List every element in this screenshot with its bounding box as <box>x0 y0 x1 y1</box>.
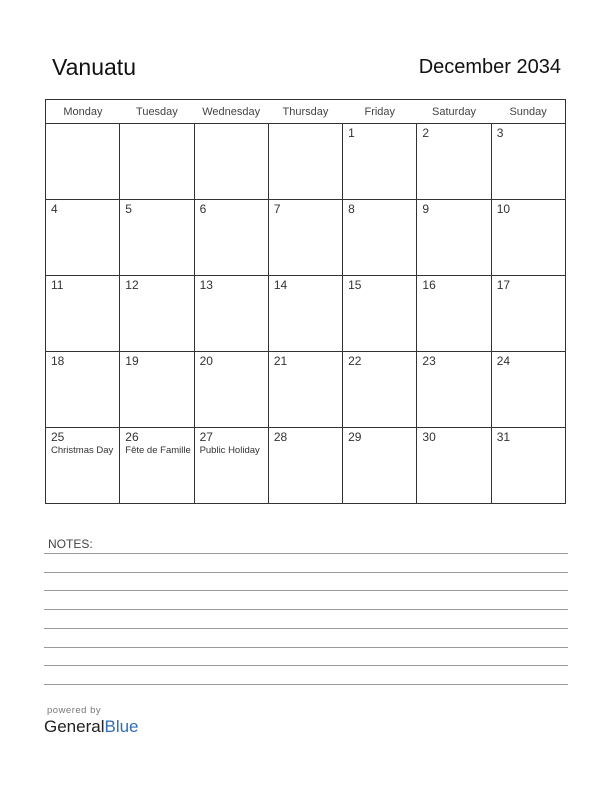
day-cell <box>343 124 417 200</box>
notes-line <box>44 572 568 573</box>
week-row <box>46 428 566 504</box>
notes-label: NOTES: <box>48 537 93 551</box>
day-cell <box>46 428 120 504</box>
day-cell <box>46 124 120 200</box>
weekday-header: Tuesday <box>120 100 194 124</box>
day-cell <box>343 276 417 352</box>
day-cell <box>268 124 342 200</box>
day-number: 7 <box>273 202 281 216</box>
day-number: 25 <box>51 430 65 444</box>
day-cell <box>417 200 491 276</box>
holiday-label: Christmas Day <box>51 445 114 456</box>
month-year-title: December 2034 <box>418 56 561 78</box>
weekday-header: Wednesday <box>194 100 268 124</box>
day-number: 16 <box>422 278 436 292</box>
day-number: 8 <box>348 202 355 216</box>
day-cell <box>491 428 565 504</box>
day-cell <box>268 200 342 276</box>
day-number: 4 <box>51 202 58 216</box>
day-number: 29 <box>348 430 362 444</box>
day-number: 18 <box>51 354 65 368</box>
weekday-header: Friday <box>343 100 417 124</box>
day-cell <box>120 428 194 504</box>
day-number: 11 <box>51 278 64 292</box>
day-number: 12 <box>125 278 139 292</box>
day-cell <box>343 352 417 428</box>
weekday-header: Thursday <box>268 100 342 124</box>
day-cell <box>491 276 565 352</box>
day-cell <box>194 276 268 352</box>
day-cell <box>194 124 268 200</box>
day-cell <box>194 352 268 428</box>
day-cell <box>120 124 194 200</box>
day-number: 6 <box>199 202 207 216</box>
notes-line <box>44 628 568 629</box>
day-number: 19 <box>125 354 139 368</box>
day-cell <box>268 276 342 352</box>
day-cell <box>194 428 268 504</box>
day-cell <box>417 428 491 504</box>
weekday-header: Saturday <box>417 100 491 124</box>
notes-line <box>44 609 568 610</box>
calendar-grid <box>45 99 566 504</box>
day-cell <box>194 200 268 276</box>
day-number: 2 <box>422 126 430 140</box>
holiday-label: Public Holiday <box>199 445 260 456</box>
powered-by-text: powered by <box>47 705 102 716</box>
brand-name-part2: Blue <box>104 717 139 736</box>
notes-line <box>44 684 568 685</box>
day-number: 23 <box>422 354 436 368</box>
day-cell <box>120 352 194 428</box>
day-number: 17 <box>496 278 511 292</box>
notes-line <box>44 665 568 666</box>
day-number: 5 <box>125 202 132 216</box>
day-cell <box>120 200 194 276</box>
day-number: 31 <box>496 430 511 444</box>
day-number: 27 <box>199 430 213 444</box>
notes-line <box>44 590 568 591</box>
day-number: 21 <box>273 354 288 368</box>
day-number: 30 <box>422 430 436 444</box>
day-number: 1 <box>348 126 355 140</box>
day-number: 24 <box>496 354 511 368</box>
week-row <box>46 124 566 200</box>
holiday-label: Fête de Famille <box>125 445 191 456</box>
week-row <box>46 276 566 352</box>
weekday-header-row <box>46 100 566 124</box>
day-cell <box>268 428 342 504</box>
day-cell <box>46 276 120 352</box>
day-number: 26 <box>125 430 139 444</box>
weekday-header: Sunday <box>491 100 565 124</box>
notes-line <box>44 647 568 648</box>
day-number: 20 <box>199 354 213 368</box>
notes-line <box>44 553 568 554</box>
week-row <box>46 200 566 276</box>
day-number: 13 <box>199 278 213 292</box>
generalblue-logo <box>44 717 139 737</box>
country-title: Vanuatu <box>52 54 136 80</box>
day-cell <box>491 352 565 428</box>
day-cell <box>417 352 491 428</box>
weekday-header: Monday <box>46 100 120 124</box>
day-number: 9 <box>422 202 430 216</box>
day-number: 15 <box>348 278 362 292</box>
day-cell <box>268 352 342 428</box>
day-cell <box>491 200 565 276</box>
day-cell <box>491 124 565 200</box>
day-cell <box>343 200 417 276</box>
day-cell <box>417 124 491 200</box>
day-number: 14 <box>273 278 288 292</box>
day-cell <box>120 276 194 352</box>
day-number: 3 <box>496 126 504 140</box>
day-cell <box>343 428 417 504</box>
day-number: 22 <box>348 354 362 368</box>
day-number: 28 <box>273 430 288 444</box>
day-number: 10 <box>496 202 511 216</box>
brand-name-part1: General <box>44 717 105 736</box>
day-cell <box>46 352 120 428</box>
day-cell <box>46 200 120 276</box>
day-cell <box>417 276 491 352</box>
week-row <box>46 352 566 428</box>
